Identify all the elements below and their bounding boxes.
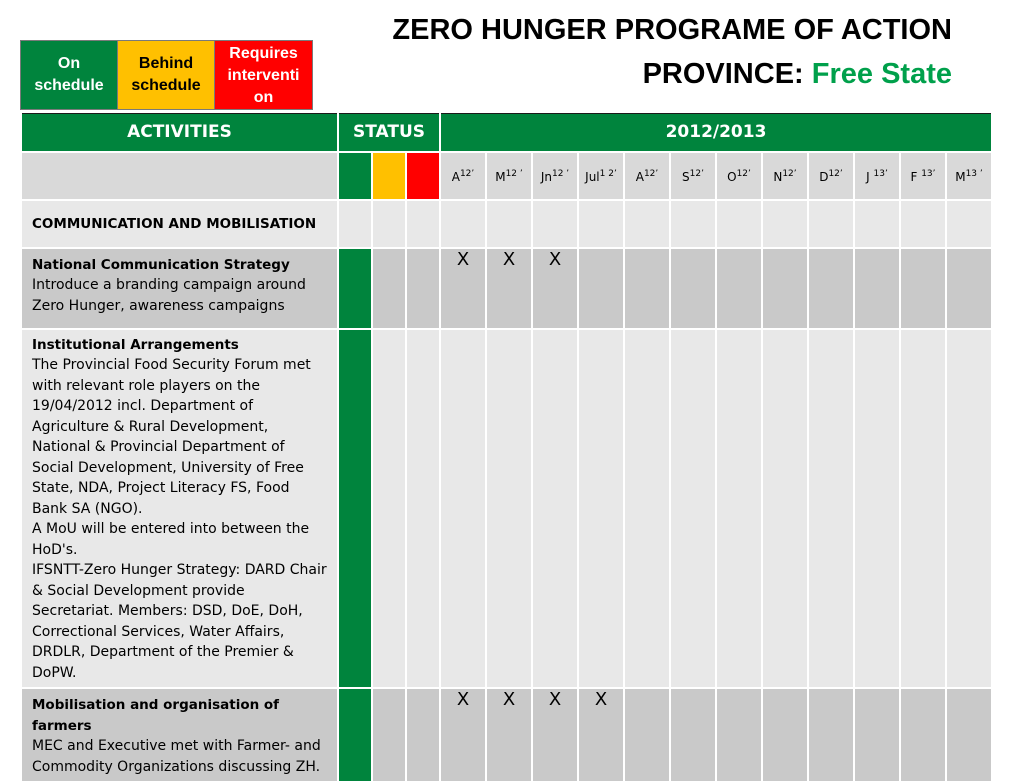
section-title: COMMUNICATION AND MOBILISATION — [21, 200, 338, 248]
months-row — [21, 152, 992, 200]
table-row — [21, 248, 992, 329]
activity-heading: National Communication Strategy — [32, 256, 290, 273]
month-header: $Jn^{12 ’}$ — [532, 152, 578, 200]
months-row-blank — [21, 152, 338, 200]
title-line-1: ZERO HUNGER PROGRAME OF ACTION — [392, 14, 952, 46]
province-label: PROVINCE: — [642, 58, 804, 90]
month-header: $M^{12 ’}$ — [486, 152, 532, 200]
schedule-mark: X — [440, 248, 486, 329]
activity-text: A MoU will be entered into between the HoD's. — [32, 521, 310, 558]
activity-text: MEC and Executive met with Farmer- and Commodity Organizations discussing ZH. — [32, 738, 321, 775]
legend-requires-intervention: Requires interventi on — [215, 41, 312, 109]
status-indicator-green — [338, 329, 372, 689]
month-header: F $^{13’}$ — [900, 152, 946, 200]
section-row — [21, 200, 992, 248]
activity-text: The Provincial Food Security Forum met with relevant role players on the 19/04/2012 incl. Department of Agriculture & Rural Development, National & Provincial Department of Social Development, University of Free State, NDA, Project Literacy FS, Food Bank SA (NGO). — [32, 357, 311, 517]
month-header: $O^{12’}$ — [716, 152, 762, 200]
header-period: 2012/2013 — [440, 114, 992, 152]
month-header: $A^{12’}$ — [440, 152, 486, 200]
schedule-mark: X — [486, 688, 532, 782]
schedule-mark: X — [440, 688, 486, 782]
activity-cell — [21, 329, 338, 689]
page-title — [392, 8, 952, 96]
month-header: $N^{12’}$ — [762, 152, 808, 200]
month-header: J $^{13’}$ — [854, 152, 900, 200]
month-header: $S^{12’}$ — [670, 152, 716, 200]
header-status: STATUS — [338, 114, 440, 152]
header-activities: ACTIVITIES — [21, 114, 338, 152]
month-header: $D^{12’}$ — [808, 152, 854, 200]
status-amber-swatch — [372, 152, 406, 200]
status-indicator-green — [338, 248, 372, 329]
month-header: Jul$^{1 2’}$ — [578, 152, 624, 200]
province-name: Free State — [811, 58, 952, 90]
header-row — [21, 114, 992, 152]
status-legend — [20, 40, 313, 110]
activity-heading: Institutional Arrangements — [32, 336, 239, 353]
legend-behind-schedule: Behind schedule — [118, 41, 215, 109]
month-header: $M^{13 ’}$ — [946, 152, 992, 200]
activity-text: IFSNTT-Zero Hunger Strategy: DARD Chair & Social Development provide Secretariat. Members: DSD, DoE, DoH, Correctional Services, Water Affairs, DRDLR, Department of the Premier & DoPW. — [32, 562, 327, 681]
activity-text: Introduce a branding campaign around Zero Hunger, awareness campaigns — [32, 277, 306, 314]
action-plan-table — [20, 113, 993, 783]
schedule-mark: X — [578, 688, 624, 782]
status-red-swatch — [406, 152, 440, 200]
schedule-mark: X — [486, 248, 532, 329]
activity-cell — [21, 248, 338, 329]
month-header: $A^{12’}$ — [624, 152, 670, 200]
schedule-mark: X — [532, 688, 578, 782]
schedule-mark: X — [532, 248, 578, 329]
title-line-2 — [392, 52, 952, 96]
status-green-swatch — [338, 152, 372, 200]
activity-heading: Mobilisation and organisation of farmers — [32, 697, 280, 734]
legend-on-schedule: On schedule — [21, 41, 118, 109]
table-row — [21, 329, 992, 689]
